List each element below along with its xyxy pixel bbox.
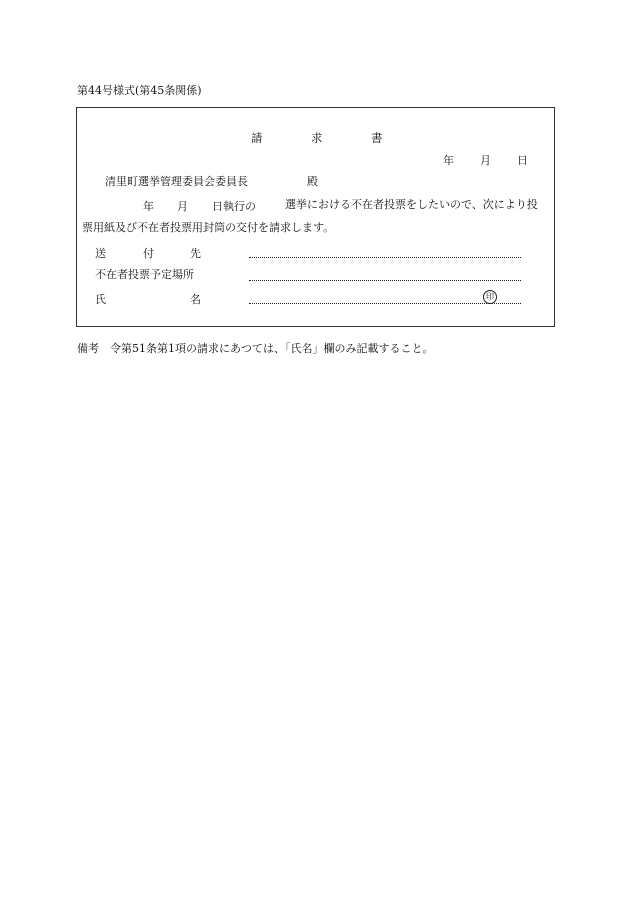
form-title-char-3: 書 xyxy=(371,131,383,145)
name-entry-line[interactable] xyxy=(249,303,521,304)
body-day-label: 日執行の xyxy=(212,200,256,213)
address-label-char-1: 送 xyxy=(95,247,106,260)
date-day-label: 日 xyxy=(517,154,528,167)
request-body-line-2: 票用紙及び不在者投票用封筒の交付を請求します。 xyxy=(82,221,335,234)
remark-note: 備考 令第51条第1項の請求にあつては、「氏名」欄のみ記載すること。 xyxy=(77,342,434,355)
voting-place-label: 不在者投票予定場所 xyxy=(95,268,194,281)
address-entry-line[interactable] xyxy=(249,257,521,258)
date-month-label: 月 xyxy=(480,154,491,167)
form-title-char-1: 請 xyxy=(251,131,263,145)
address-label-char-2: 付 xyxy=(143,247,154,260)
voting-place-entry-line[interactable] xyxy=(249,280,521,281)
form-number-heading: 第44号様式(第45条関係) xyxy=(77,84,202,97)
addressee: 清里町選挙管理委員会委員長 xyxy=(105,175,248,188)
form-title-char-2: 求 xyxy=(311,131,323,145)
address-label-char-3: 先 xyxy=(190,247,201,260)
body-year-label: 年 xyxy=(143,200,154,213)
name-label-char-2: 名 xyxy=(190,293,201,306)
name-label-char-1: 氏 xyxy=(95,293,106,306)
body-month-label: 月 xyxy=(177,200,188,213)
seal-mark-icon: 印 xyxy=(483,290,497,304)
honorific: 殿 xyxy=(307,175,318,188)
request-body-line-1: 選挙における不在者投票をしたいので、次により投 xyxy=(285,198,538,211)
date-year-label: 年 xyxy=(443,154,454,167)
